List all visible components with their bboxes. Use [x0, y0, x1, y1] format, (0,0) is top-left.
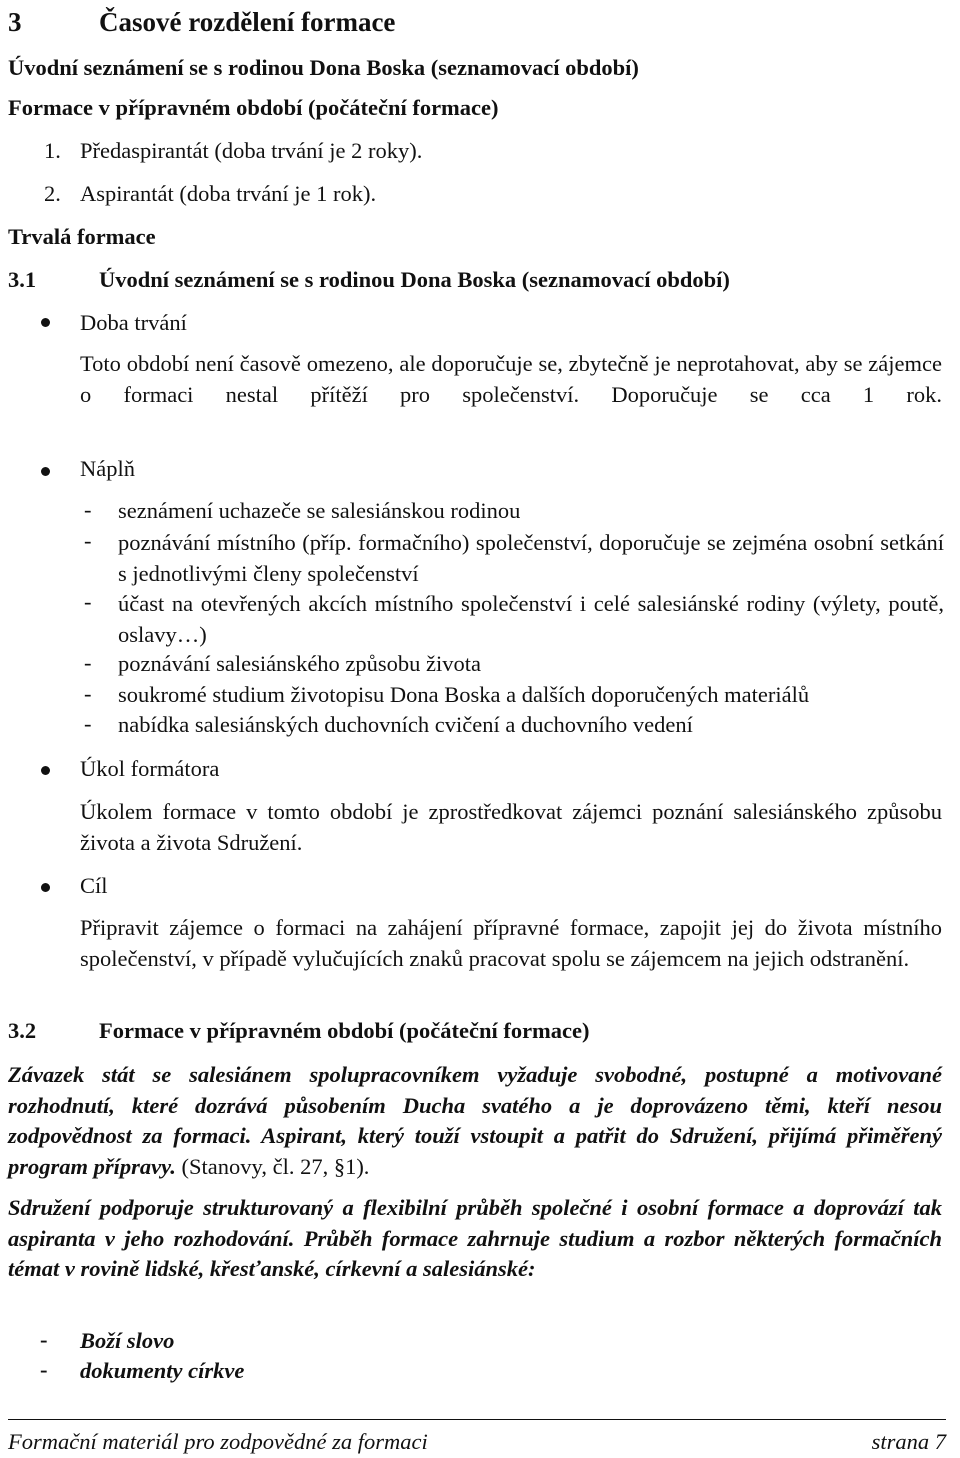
chapter-title: Časové rozdělení formace [99, 7, 396, 37]
bullet-doba-icon [41, 318, 50, 327]
overview-line-2: Formace v přípravném období (počáteční formace) [8, 95, 499, 120]
list-item-bozi-slovo: Boží slovo [80, 1328, 175, 1353]
overview-line-1: Úvodní seznámení se s rodinou Dona Boska (seznamovací období) [8, 55, 639, 80]
overview-item-1: Předaspirantát (doba trvání je 2 roky). [80, 138, 423, 163]
section-3-2-number: 3.2 [8, 1018, 37, 1043]
cil-label: Cíl [80, 873, 108, 898]
overview-line-3: Trvalá formace [8, 224, 156, 249]
napln-item-4: poznávání salesiánského způsobu života [118, 651, 482, 676]
napln-item-2: poznávání místního (příp. formačního) společenství, doporučuje se zejména osobní setkání s jednotlivými členy společenství [118, 530, 944, 586]
napln-item-6: nabídka salesiánských duchovních cvičení a duchovního vedení [118, 712, 693, 737]
stanovy-citation: (Stanovy, čl. 27, §1). [175, 1153, 370, 1179]
napln-dash-6: - [84, 711, 92, 736]
footer-divider [8, 1419, 946, 1420]
section-3-2-paragraph-2: Sdružení podporuje strukturovaný a flexibilní průběh společné i osobní formace a doprovází tak aspiranta v jeho rozhodování. Průběh formace zahrnuje studium a rozbor některých formačních témat v rovině lidské, křesťanské, církevní a salesiánské: [8, 1195, 942, 1281]
napln-dash-2: - [84, 528, 92, 553]
bullet-ukol-icon [41, 766, 50, 775]
bullet-cil-icon [41, 883, 50, 892]
napln-dash-4: - [84, 650, 92, 675]
napln-item-5: soukromé studium životopisu Dona Boska a dalších doporučených materiálů [118, 682, 810, 707]
napln-label: Náplň [80, 456, 135, 481]
napln-dash-1: - [84, 497, 92, 522]
overview-item-1-number: 1. [44, 138, 61, 163]
section-3-1-title: Úvodní seznámení se s rodinou Dona Boska (seznamovací období) [99, 267, 730, 292]
overview-item-2: Aspirantát (doba trvání je 1 rok). [80, 181, 377, 206]
bullet-napln-icon [41, 467, 50, 476]
section-3-2-paragraph-1 [8, 1060, 942, 1182]
cil-paragraph: Připravit zájemce o formaci na zahájení přípravné formace, zapojit jej do života místního společenství, v případě vylučujících znaků pracovat spolu se zájemcem na jejich odstranění. [80, 915, 942, 971]
list-dash-1: - [40, 1327, 48, 1352]
napln-dash-3: - [84, 589, 92, 614]
list-item-dokumenty: dokumenty církve [80, 1358, 245, 1383]
overview-item-2-number: 2. [44, 181, 61, 206]
napln-dash-5: - [84, 681, 92, 706]
chapter-number: 3 [8, 7, 22, 37]
doba-paragraph: Toto období není časově omezeno, ale doporučuje se, zbytečně je neprotahovat, aby se zájemce o formaci nestal přítěží pro společenství. Doporučuje se cca 1 rok. [80, 351, 942, 407]
ukol-label: Úkol formátora [80, 756, 220, 781]
stanovy-quote: Závazek stát se salesiánem spolupracovníkem vyžaduje svobodné, postupné a motivované rozhodnutí, které dozrává působením Ducha svatého a je doprovázeno těmi, kteří nesou zodpovědnost za formaci. Aspirant, který touží vstoupit a patřit do Sdružení, přijímá přiměřený program přípravy. [8, 1062, 942, 1179]
doba-label: Doba trvání [80, 310, 187, 335]
footer-left: Formační materiál pro zodpovědné za formaci [8, 1429, 428, 1454]
napln-item-3: účast na otevřených akcích místního společenství i celé salesiánské rodiny (výlety, poutě, oslavy…) [118, 591, 944, 647]
list-dash-2: - [40, 1357, 48, 1382]
section-3-1-number: 3.1 [8, 267, 37, 292]
footer-page-number: strana 7 [871, 1429, 946, 1454]
section-3-2-title: Formace v přípravném období (počáteční formace) [99, 1018, 590, 1043]
napln-item-1: seznámení uchazeče se salesiánskou rodinou [118, 498, 521, 523]
ukol-paragraph: Úkolem formace v tomto období je zprostředkovat zájemci poznání salesiánského způsobu života a života Sdružení. [80, 799, 942, 855]
